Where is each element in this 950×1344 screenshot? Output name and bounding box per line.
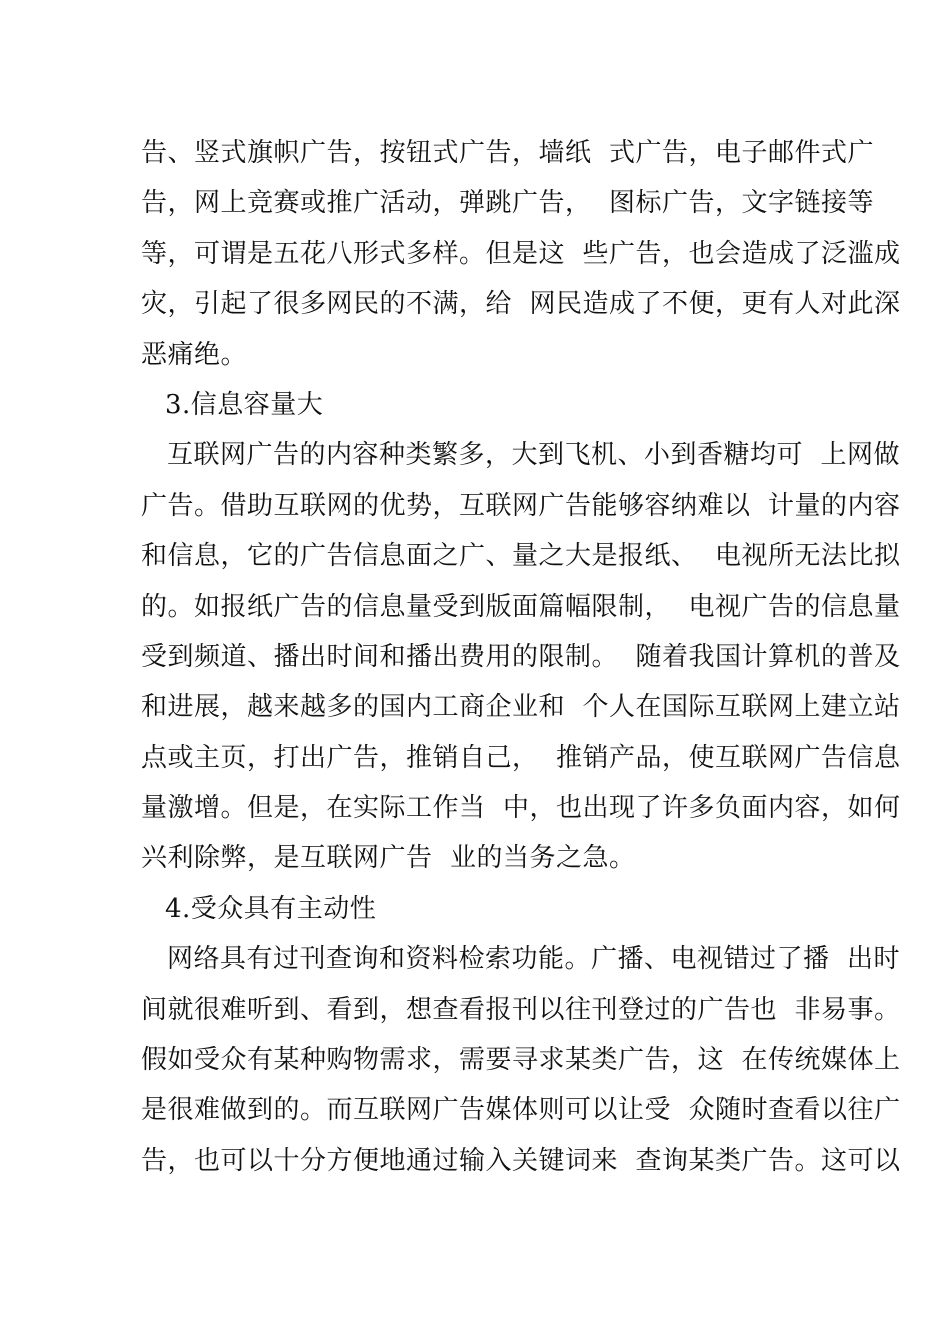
paragraph-line: 假如受众有某种购物需求，需要寻求某类广告，这 在传统媒体上 (141, 1045, 901, 1076)
paragraph-line: 受到频道、播出时间和播出费用的限制。 随着我国计算机的普及 (141, 641, 901, 672)
paragraph-2 (141, 430, 901, 884)
paragraph-line: 互联网广告的内容种类繁多，大到飞机、小到香糖均可 上网做 (167, 440, 901, 471)
paragraph-line: 等，可谓是五花八形式多样。但是这 些广告，也会造成了泛滥成 (141, 238, 901, 269)
paragraph-line: 兴利除弊，是互联网广告 业的当务之急。 (141, 843, 636, 874)
section-heading-3: 3.信息容量大 (165, 389, 324, 420)
paragraph-1 (141, 128, 901, 380)
paragraph-line: 的。如报纸广告的信息量受到版面篇幅限制， 电视广告的信息量 (141, 591, 901, 622)
section-heading-4: 4.受众具有主动性 (165, 893, 377, 924)
paragraph-line: 是很难做到的。而互联网广告媒体则可以让受 众随时查看以往广 (141, 1095, 901, 1126)
paragraph-line: 和进展，越来越多的国内工商企业和 个人在国际互联网上建立站 (141, 692, 901, 723)
paragraph-line: 间就很难听到、看到，想查看报刊以往刊登过的广告也 非易事。 (141, 994, 901, 1025)
document-body (141, 128, 901, 1186)
paragraph-line: 广告。借助互联网的优势，互联网广告能够容纳难以 计量的内容 (141, 490, 901, 521)
paragraph-line: 告，网上竞赛或推广活动，弹跳广告， 图标广告，文字链接等 (141, 188, 875, 219)
paragraph-line: 恶痛绝。 (141, 339, 248, 370)
paragraph-line: 点或主页，打出广告，推销自己， 推销产品，使互联网广告信息 (141, 742, 901, 773)
paragraph-3 (141, 934, 901, 1186)
paragraph-line: 灾，引起了很多网民的不满，给 网民造成了不便，更有人对此深 (141, 289, 901, 320)
paragraph-line: 网络具有过刊查询和资料检索功能。广播、电视错过了播 出时 (167, 944, 901, 975)
paragraph-line: 量激增。但是，在实际工作当 中，也出现了许多负面内容，如何 (141, 793, 901, 824)
paragraph-line: 和信息，它的广告信息面之广、量之大是报纸、 电视所无法比拟 (141, 541, 901, 572)
paragraph-line: 告，也可以十分方便地通过输入关键词来 查询某类广告。这可以 (141, 1145, 901, 1176)
paragraph-line: 告、竖式旗帜广告，按钮式广告，墙纸 式广告，电子邮件式广 (141, 138, 875, 168)
